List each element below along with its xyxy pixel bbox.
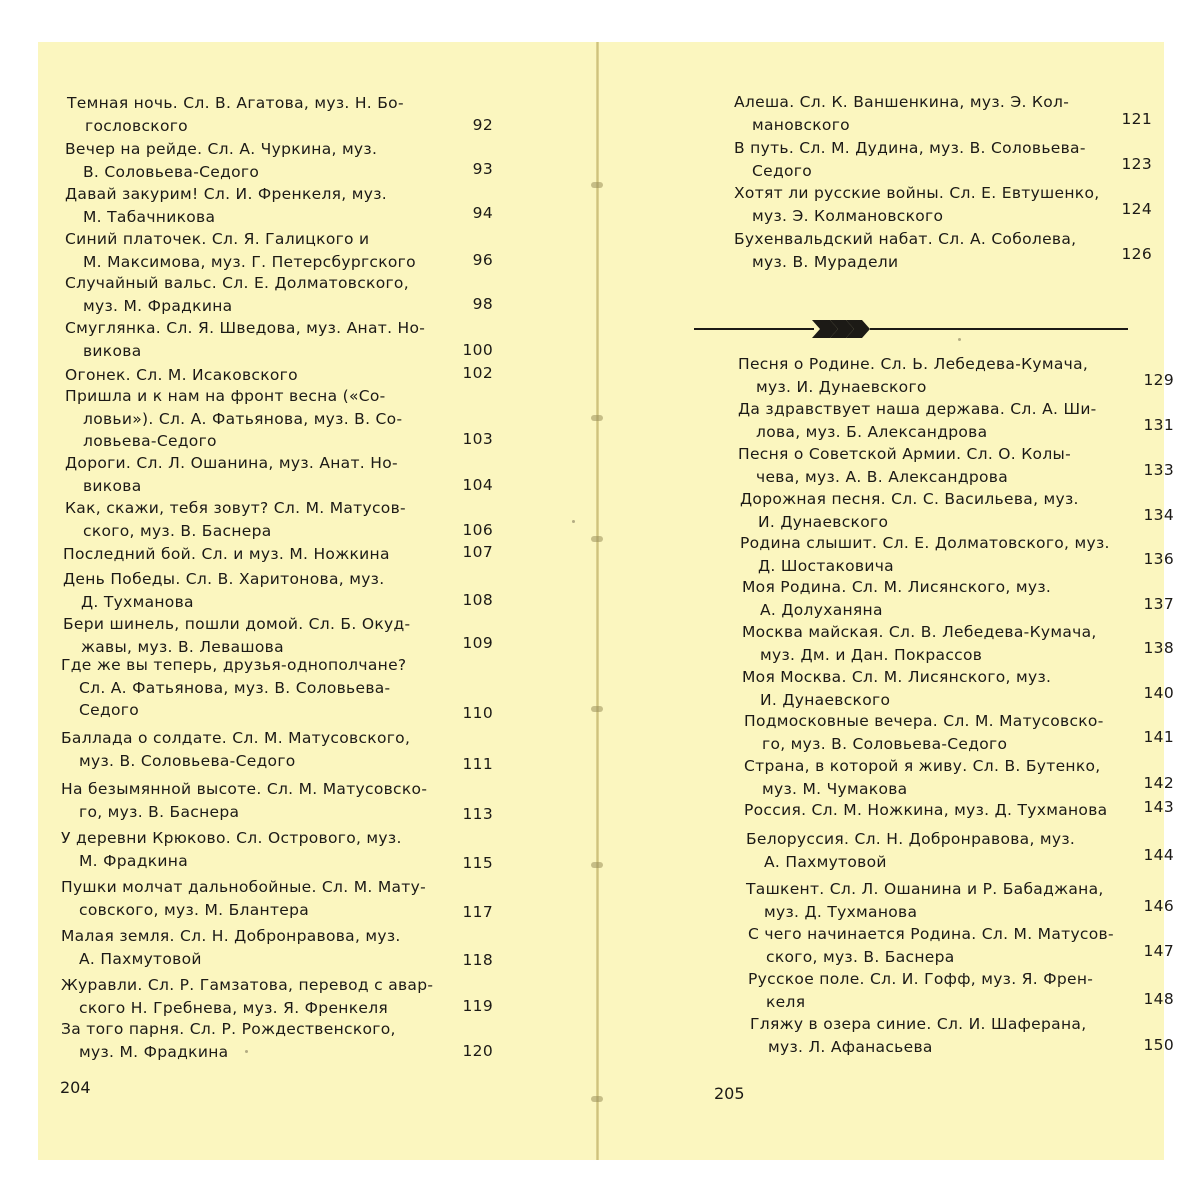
toc-entry xyxy=(740,488,1079,533)
toc-entry xyxy=(734,91,1069,136)
entry-page-number: 120 xyxy=(462,1042,493,1060)
entry-title-line: С чего начинается Родина. Сл. М. Матусов- xyxy=(748,925,1114,943)
entry-continuation-line: Д. Тухманова xyxy=(81,592,194,611)
toc-entry xyxy=(65,183,387,228)
entry-page-number: 117 xyxy=(462,903,493,921)
entry-continuation-line: Сл. А. Фатьянова, муз. В. Соловьева- xyxy=(79,678,391,697)
toc-entry xyxy=(61,876,426,921)
entry-continuation-line: мановского xyxy=(752,115,850,134)
entry-continuation-line: гословского xyxy=(85,116,188,135)
entry-page-number: 93 xyxy=(472,160,493,178)
entry-page-number: 98 xyxy=(472,295,493,313)
entry-page-number: 147 xyxy=(1143,942,1174,960)
section-divider-ornament xyxy=(694,318,1128,340)
toc-entry xyxy=(746,828,1075,873)
entry-page-number: 107 xyxy=(462,543,493,561)
entry-continuation-line: И. Дунаевского xyxy=(758,512,889,531)
entry-page-number: 138 xyxy=(1143,639,1174,657)
toc-entry xyxy=(740,532,1110,577)
entry-continuation-line: М. Максимова, муз. Г. Петерсбургского xyxy=(83,252,416,271)
entry-title-line: Подмосковные вечера. Сл. М. Матусовско- xyxy=(744,712,1104,730)
entry-title-line: За того парня. Сл. Р. Рождественского, xyxy=(61,1020,396,1038)
entry-title-line: Синий платочек. Сл. Я. Галицкого и xyxy=(65,230,370,248)
entry-page-number: 118 xyxy=(462,951,493,969)
toc-entry xyxy=(744,755,1101,800)
entry-continuation-line: муз. М. Фрадкина xyxy=(83,296,233,315)
toc-entry xyxy=(67,92,404,137)
toc-entry xyxy=(65,138,377,183)
entry-continuation-line: жавы, муз. В. Левашова xyxy=(81,637,284,656)
page-number-left: 204 xyxy=(60,1078,91,1097)
entry-page-number: 119 xyxy=(462,997,493,1015)
toc-entry xyxy=(61,974,433,1019)
entry-page-number: 102 xyxy=(462,364,493,382)
toc-entry xyxy=(734,228,1076,273)
entry-title-line: Давай закурим! Сл. И. Френкеля, муз. xyxy=(65,185,387,203)
book-spine xyxy=(596,42,599,1160)
entry-page-number: 111 xyxy=(462,755,493,773)
entry-page-number: 142 xyxy=(1143,774,1174,792)
entry-continuation-line: муз. В. Мурадели xyxy=(752,252,899,271)
entry-page-number: 115 xyxy=(462,854,493,872)
entry-title-line: Случайный вальс. Сл. Е. Долматовского, xyxy=(65,274,409,292)
entry-title-line: Последний бой. Сл. и муз. М. Ножкина xyxy=(63,545,390,563)
entry-page-number: 126 xyxy=(1121,245,1152,263)
entry-title-line: Огонек. Сл. М. Исаковского xyxy=(65,366,298,384)
entry-title-line: День Победы. Сл. В. Харитонова, муз. xyxy=(63,570,385,588)
entry-continuation-line: М. Фрадкина xyxy=(79,851,188,870)
entry-title-line: Моя Москва. Сл. М. Лисянского, муз. xyxy=(742,668,1052,686)
open-book xyxy=(38,42,1174,1160)
entry-title-line: Моя Родина. Сл. М. Лисянского, муз. xyxy=(742,578,1052,596)
entry-page-number: 140 xyxy=(1143,684,1174,702)
entry-continuation-line: ского Н. Гребнева, муз. Я. Френкеля xyxy=(79,998,389,1017)
entry-page-number: 129 xyxy=(1143,371,1174,389)
entry-continuation-line: го, муз. В. Соловьева-Седого xyxy=(762,734,1008,753)
entry-continuation-line: викова xyxy=(83,341,142,360)
entry-page-number: 124 xyxy=(1121,200,1152,218)
entry-page-number: 143 xyxy=(1143,798,1174,816)
entry-continuation-line: ского, муз. В. Баснера xyxy=(766,947,955,966)
toc-entry xyxy=(744,799,1107,822)
toc-entry xyxy=(63,613,410,658)
entry-continuation-line: М. Табачникова xyxy=(83,207,216,226)
entry-continuation-line: ловьева-Седого xyxy=(83,432,217,450)
entry-continuation-line: муз. Э. Колмановского xyxy=(752,206,944,225)
entry-title-line: Баллада о солдате. Сл. М. Матусовского, xyxy=(61,729,411,747)
entry-title-line: Как, скажи, тебя зовут? Сл. М. Матусов- xyxy=(65,499,406,517)
entry-title-line: Москва майская. Сл. В. Лебедева-Кумача, xyxy=(742,623,1097,641)
toc-entry xyxy=(65,497,406,542)
entry-continuation-line: ского, муз. В. Баснера xyxy=(83,521,272,540)
toc-entry xyxy=(738,353,1088,398)
entry-continuation-line: муз. М. Чумакова xyxy=(762,779,908,798)
entry-title-line: Смуглянка. Сл. Я. Шведова, муз. Анат. Но- xyxy=(65,319,426,337)
entry-continuation-line: Д. Шостаковича xyxy=(758,556,894,575)
entry-title-line: Темная ночь. Сл. В. Агатова, муз. Н. Бо- xyxy=(67,94,404,112)
entry-continuation-line: А. Долуханяна xyxy=(760,600,883,619)
right-page xyxy=(602,42,1174,1160)
entry-continuation-line: муз. Л. Афанасьева xyxy=(768,1037,933,1056)
toc-entry xyxy=(742,666,1051,711)
entry-title-line: Пришла и к нам на фронт весна («Со- xyxy=(65,387,386,405)
toc-entry xyxy=(748,923,1114,968)
entry-page-number: 103 xyxy=(462,430,493,448)
toc-entry xyxy=(738,443,1071,488)
entry-page-number: 134 xyxy=(1143,506,1174,524)
toc-entry xyxy=(734,182,1099,227)
toc-entry xyxy=(734,137,1086,182)
entry-title-line: Белоруссия. Сл. Н. Добронравова, муз. xyxy=(746,830,1076,848)
entry-page-number: 150 xyxy=(1143,1036,1174,1054)
entry-continuation-line: лова, муз. Б. Александрова xyxy=(756,422,988,441)
toc-entry xyxy=(61,654,406,722)
toc-entry xyxy=(65,385,402,453)
toc-entry xyxy=(65,228,416,273)
entry-title-line: Вечер на рейде. Сл. А. Чуркина, муз. xyxy=(65,140,378,158)
entry-page-number: 106 xyxy=(462,521,493,539)
entry-continuation-line: муз. М. Фрадкина xyxy=(79,1042,229,1061)
entry-title-line: Бухенвальдский набат. Сл. А. Соболева, xyxy=(734,230,1077,248)
entry-continuation-line: викова xyxy=(83,476,142,495)
toc-entry xyxy=(63,543,390,566)
entry-page-number: 121 xyxy=(1121,110,1152,128)
entry-continuation-line: чева, муз. А. В. Александрова xyxy=(756,467,1009,486)
entry-page-number: 104 xyxy=(462,476,493,494)
entry-title-line: Гляжу в озера синие. Сл. И. Шаферана, xyxy=(750,1015,1087,1033)
entry-page-number: 144 xyxy=(1143,846,1174,864)
entry-page-number: 96 xyxy=(472,251,493,269)
toc-entry xyxy=(61,1018,396,1063)
entry-continuation-line: ловьи»). Сл. А. Фатьянова, муз. В. Со- xyxy=(83,409,403,428)
entry-page-number: 141 xyxy=(1143,728,1174,746)
entry-title-line: Пушки молчат дальнобойные. Сл. М. Мату- xyxy=(61,878,426,896)
entry-page-number: 133 xyxy=(1143,461,1174,479)
entry-title-line: Хотят ли русские войны. Сл. Е. Евтушенко, xyxy=(734,184,1100,202)
toc-entry xyxy=(742,576,1051,621)
entry-page-number: 113 xyxy=(462,805,493,823)
toc-entry xyxy=(746,878,1104,923)
entry-page-number: 92 xyxy=(472,116,493,134)
entry-title-line: Русское поле. Сл. И. Гофф, муз. Я. Френ- xyxy=(748,970,1094,988)
toc-entry xyxy=(65,317,425,362)
toc-entry xyxy=(65,364,298,387)
entry-title-line: Малая земля. Сл. Н. Добронравова, муз. xyxy=(61,927,401,945)
entry-continuation-line: В. Соловьева-Седого xyxy=(83,162,260,181)
entry-page-number: 100 xyxy=(462,341,493,359)
entry-page-number: 131 xyxy=(1143,416,1174,434)
entry-title-line: Да здравствует наша держава. Сл. А. Ши- xyxy=(738,400,1097,418)
left-page xyxy=(38,42,594,1160)
entry-title-line: У деревни Крюково. Сл. Острового, муз. xyxy=(61,829,402,847)
entry-title-line: Страна, в которой я живу. Сл. В. Бутенко, xyxy=(744,757,1101,775)
entry-title-line: Песня о Советской Армии. Сл. О. Колы- xyxy=(738,445,1071,463)
entry-title-line: В путь. Сл. М. Дудина, муз. В. Соловьева- xyxy=(734,139,1086,157)
toc-entry xyxy=(744,710,1104,755)
entry-page-number: 108 xyxy=(462,591,493,609)
entry-title-line: Родина слышит. Сл. Е. Долматовского, муз. xyxy=(740,534,1110,552)
toc-entry xyxy=(742,621,1097,666)
entry-title-line: Дороги. Сл. Л. Ошанина, муз. Анат. Но- xyxy=(65,454,398,472)
toc-entry xyxy=(61,925,401,970)
toc-entry xyxy=(750,1013,1086,1058)
entry-title-line: Песня о Родине. Сл. Ь. Лебедева-Кумача, xyxy=(738,355,1089,373)
entry-page-number: 137 xyxy=(1143,595,1174,613)
entry-page-number: 109 xyxy=(462,634,493,652)
page-number-right: 205 xyxy=(714,1084,745,1103)
entry-continuation-line: муз. В. Соловьева-Седого xyxy=(79,751,296,770)
entry-continuation-line: А. Пахмутовой xyxy=(79,949,202,968)
entry-title-line: Бери шинель, пошли домой. Сл. Б. Окуд- xyxy=(63,615,411,633)
entry-page-number: 148 xyxy=(1143,990,1174,1008)
entry-title-line: Ташкент. Сл. Л. Ошанина и Р. Бабаджана, xyxy=(746,880,1104,898)
entry-continuation-line: келя xyxy=(766,992,806,1011)
entry-page-number: 136 xyxy=(1143,550,1174,568)
entry-page-number: 123 xyxy=(1121,155,1152,173)
entry-title-line: На безымянной высоте. Сл. М. Матусовско- xyxy=(61,780,428,798)
entry-continuation-line: муз. Дм. и Дан. Покрассов xyxy=(760,645,983,664)
entry-title-line: Дорожная песня. Сл. С. Васильева, муз. xyxy=(740,490,1079,508)
entry-title-line: Где же вы теперь, друзья-однополчане? xyxy=(61,656,407,674)
toc-entry xyxy=(748,968,1093,1013)
entry-title-line: Алеша. Сл. К. Ваншенкина, муз. Э. Кол- xyxy=(734,93,1070,111)
entry-page-number: 110 xyxy=(462,704,493,722)
entry-continuation-line: А. Пахмутовой xyxy=(764,852,887,871)
entry-continuation-line: совского, муз. М. Блантера xyxy=(79,900,310,919)
toc-entry xyxy=(61,827,402,872)
entry-page-number: 146 xyxy=(1143,897,1174,915)
toc-entry xyxy=(61,778,427,823)
toc-entry xyxy=(65,272,409,317)
entry-page-number: 94 xyxy=(472,204,493,222)
entry-title-line: Россия. Сл. М. Ножкина, муз. Д. Тухманова xyxy=(744,801,1108,819)
toc-entry xyxy=(65,452,398,497)
entry-continuation-line: Седого xyxy=(79,701,139,719)
toc-entry xyxy=(61,727,410,772)
entry-continuation-line: Седого xyxy=(752,161,812,180)
entry-continuation-line: муз. И. Дунаевского xyxy=(756,377,927,396)
entry-continuation-line: И. Дунаевского xyxy=(760,690,891,709)
entry-continuation-line: муз. Д. Тухманова xyxy=(764,902,918,921)
entry-continuation-line: го, муз. В. Баснера xyxy=(79,802,240,821)
toc-entry xyxy=(63,568,384,613)
entry-title-line: Журавли. Сл. Р. Гамзатова, перевод с авар- xyxy=(61,976,434,994)
toc-entry xyxy=(738,398,1097,443)
